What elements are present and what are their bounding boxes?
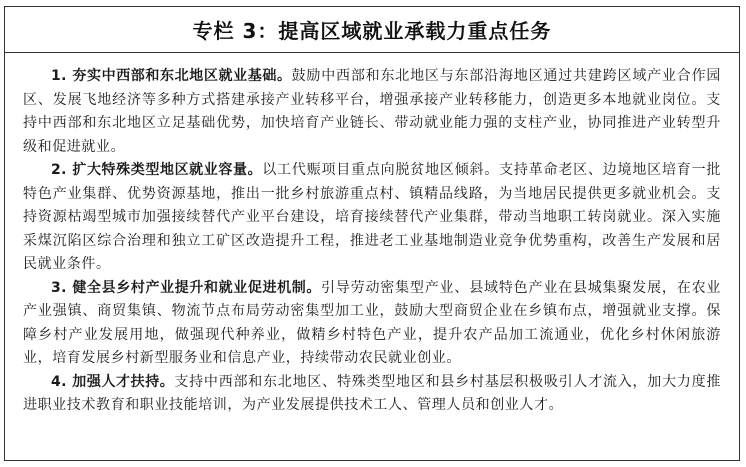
task-body: 引导劳动密集型产业、县域特色产业在县城集聚发展，在农业产业强镇、商贸集镇、物流节点布局劳动密集型加工业，鼓励大型商贸企业在乡镇布点，增强就业支撑。保障乡村产业发展用地，做强现代种养业，做精乡村特色产业，提升农产品加工流通业，优化乡村休闲旅游业，培育发展乡村新型服务业和信息产业，持续带动农民就业创业。 — [23, 279, 721, 366]
task-body: 以工代赈项目重点向脱贫地区倾斜。支持革命老区、边境地区培育一批特色产业集群、优势资源基地，推出一批乡村旅游重点村、镇精品线路，为当地居民提供更多就业机会。支持资源枯竭型城市加强接续替代产业平台建设，培育接续替代产业集群，带动当地职工转岗就业。深入实施采煤沉陷区综合治理和独立工矿区改造提升工程，推进老工业基地制造业竞争优势重构，改善生产发展和居民就业条件。 — [23, 162, 721, 272]
column-title: 专栏 3：提高区域就业承载力重点任务 — [192, 19, 552, 43]
task-body: 支持中西部和东北地区、特殊类型地区和县乡村基层积极吸引人才流入，加大力度推进职业技术教育和职业技能培训，为产业发展提供技术工人、管理人员和创业人才。 — [23, 373, 722, 413]
task-heading: 4. 加强人才扶持。 — [51, 373, 175, 390]
column-box — [4, 6, 740, 461]
title-bar — [5, 7, 739, 53]
task-item-3 — [23, 277, 721, 371]
task-item-2 — [23, 159, 721, 277]
task-item-4 — [23, 371, 721, 418]
task-heading: 2. 扩大特殊类型地区就业容量。 — [51, 162, 263, 178]
column-content — [5, 53, 739, 418]
task-body: 鼓励中西部和东北地区与东部沿海地区通过共建跨区域产业合作园区、发展飞地经济等多种方式搭建承接产业转移平台，增强承接产业转移能力，创造更多本地就业岗位。支持中西部和东北地区立足基础优势，加快培育产业链长、带动就业能力强的支柱产业，协同推进产业转型升级和促进就业。 — [23, 68, 721, 155]
task-heading: 1. 夯实中西部和东北地区就业基础。 — [51, 68, 292, 84]
task-heading: 3. 健全县乡村产业提升和就业促进机制。 — [51, 279, 321, 296]
task-item-1 — [23, 65, 721, 159]
